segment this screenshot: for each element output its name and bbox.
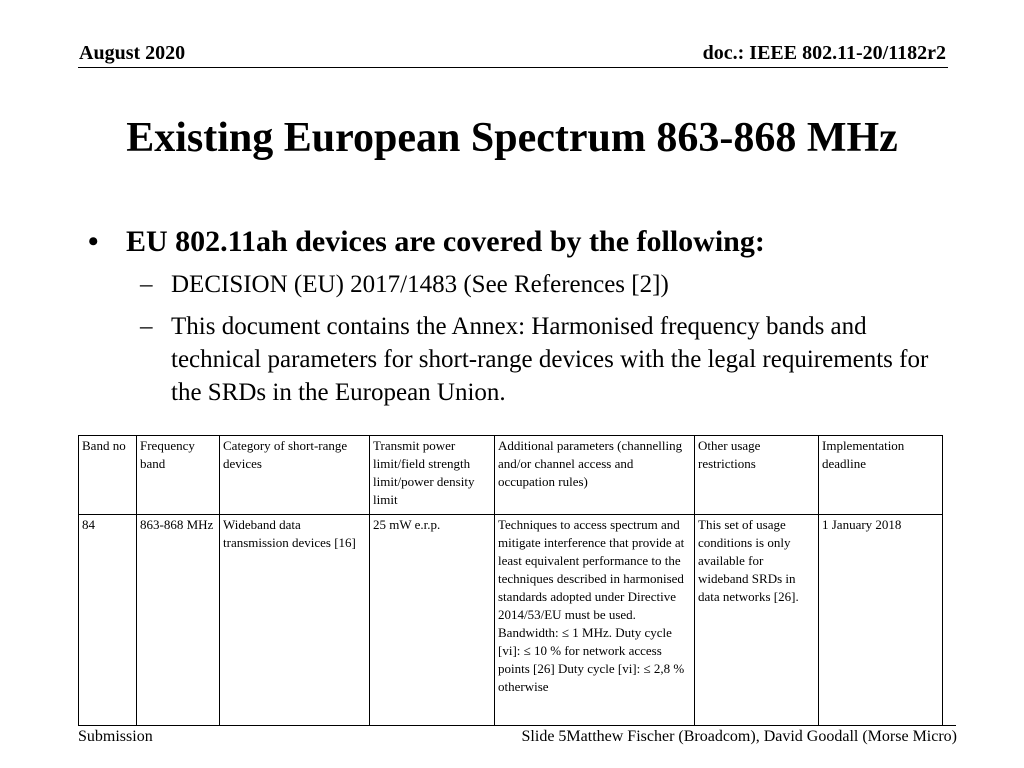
header-date: August 2020 bbox=[79, 42, 186, 64]
table-cell: 84 bbox=[79, 515, 137, 726]
footer-submission: Submission bbox=[78, 728, 153, 745]
table-cell: 25 mW e.r.p. bbox=[370, 515, 495, 726]
bullet-dot: • bbox=[88, 225, 99, 258]
header-cell: Category of short-range devices bbox=[220, 436, 370, 515]
footer-slide-authors: Slide 5Matthew Fischer (Broadcom), David Goodall (Morse Micro) bbox=[521, 728, 957, 745]
table-row bbox=[79, 515, 943, 726]
header-cell: Frequency band bbox=[137, 436, 220, 515]
header-cell: Band no bbox=[79, 436, 137, 515]
table-cell: Techniques to access spectrum and mitigate interference that provide at least equivalent performance to the techniques described in harmonised standards adopted under Directive 2014/53/EU must be used. Bandwidth: ≤ 1 MHz. Duty cycle [vi]: ≤ 10 % for network access points [26] Duty cycle [vi]: ≤ 2,8 % otherwise bbox=[495, 515, 695, 726]
header-cell: Additional parameters (channelling and/or channel access and occupation rules) bbox=[495, 436, 695, 515]
sub-bullet-text: This document contains the Annex: Harmonised frequency bands and technical parameters for short-range devices with the legal requirements for the SRDs in the European Union. bbox=[171, 313, 929, 406]
header-cell: Other usage restrictions bbox=[695, 436, 819, 515]
sub-bullet-text: DECISION (EU) 2017/1483 (See References [2]) bbox=[171, 271, 669, 298]
srd-parameters-table bbox=[78, 435, 943, 726]
header-cell: Implementation deadline bbox=[819, 436, 943, 515]
table-cell: Wideband data transmission devices [16] bbox=[220, 515, 370, 726]
header-cell: Transmit power limit/field strength limit/power density limit bbox=[370, 436, 495, 515]
table-header-row bbox=[79, 436, 943, 515]
footer-divider bbox=[78, 725, 956, 726]
table-cell: 863-868 MHz bbox=[137, 515, 220, 726]
table-cell: This set of usage conditions is only available for wideband SRDs in data networks [26]. bbox=[695, 515, 819, 726]
bullet-text: EU 802.11ah devices are covered by the following: bbox=[126, 225, 765, 258]
sub-bullet-dash: – bbox=[140, 271, 153, 298]
table-cell: 1 January 2018 bbox=[819, 515, 943, 726]
slide-title: Existing European Spectrum 863-868 MHz bbox=[126, 115, 898, 161]
header-divider bbox=[78, 67, 948, 68]
header-doc-id: doc.: IEEE 802.11-20/1182r2 bbox=[702, 42, 946, 64]
sub-bullet-dash: – bbox=[140, 313, 153, 340]
